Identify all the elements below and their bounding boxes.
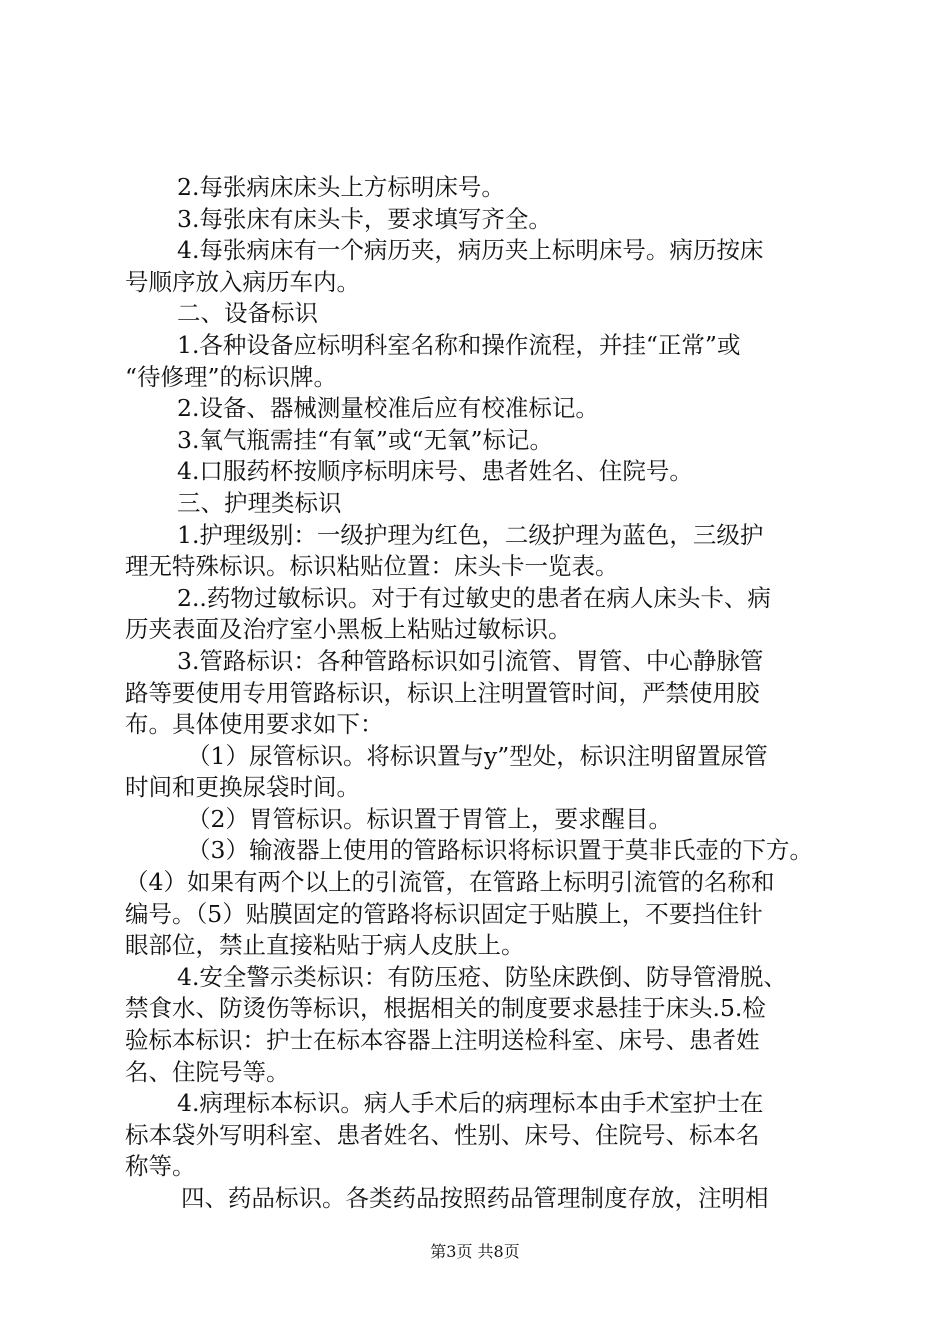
paragraph-line: 3.氧气瓶需挂“有氧”或“无氧”标记。 bbox=[177, 425, 553, 454]
paragraph-line: 禁食水、防烫伤等标识，根据相关的制度要求悬挂于床头.5.检 bbox=[125, 994, 766, 1023]
page-footer: 第3页 共8页 bbox=[430, 1242, 520, 1261]
paragraph-line: （1）尿管标识。将标识置与y”型处，标识注明留置尿管 bbox=[187, 741, 768, 770]
paragraph-line: 2..药物过敏标识。对于有过敏史的患者在病人床头卡、病 bbox=[177, 583, 771, 612]
paragraph-line: 理无特殊标识。标识粘贴位置：床头卡一览表。 bbox=[125, 552, 619, 581]
paragraph-line: 验标本标识：护士在标本容器上注明送检科室、床号、患者姓 bbox=[125, 1026, 760, 1055]
paragraph-line: 4.安全警示类标识：有防压疮、防坠床跌倒、防导管滑脱、 bbox=[177, 962, 787, 991]
paragraph-line: 3.管路标识：各种管路标识如引流管、胃管、中心静脉管 bbox=[177, 646, 764, 675]
paragraph-line: 路等要使用专用管路标识，标识上注明置管时间，严禁使用胶 bbox=[125, 678, 760, 707]
paragraph-line: 1.各种设备应标明科室名称和操作流程，并挂“正常”或 bbox=[177, 330, 741, 359]
paragraph-line: （2）胃管标识。标识置于胃管上，要求醒目。 bbox=[187, 804, 672, 833]
paragraph-line: 眼部位，禁止直接粘贴于病人皮肤上。 bbox=[125, 931, 525, 960]
paragraph-line: （3）输液器上使用的管路标识将标识置于莫非氏壶的下方。 bbox=[187, 836, 813, 865]
paragraph-line: 1.护理级别：一级护理为红色，二级护理为蓝色，三级护 bbox=[177, 520, 764, 549]
paragraph-line: 2.设备、器械测量校准后应有校准标记。 bbox=[177, 394, 599, 423]
paragraph-line: 布。具体使用要求如下： bbox=[125, 710, 384, 739]
section-heading: 三、护理类标识 bbox=[177, 488, 342, 517]
paragraph-line: 标本袋外写明科室、患者姓名、性别、床号、住院号、标本名 bbox=[125, 1120, 760, 1149]
paragraph-line: 称等。 bbox=[125, 1152, 196, 1181]
paragraph-line: 名、住院号等。 bbox=[125, 1057, 290, 1086]
section-heading: 二、设备标识 bbox=[177, 299, 318, 328]
paragraph-line: 4.口服药杯按顺序标明床号、患者姓名、住院号。 bbox=[177, 457, 693, 486]
paragraph-line: 时间和更换尿袋时间。 bbox=[125, 773, 360, 802]
paragraph-line: 3.每张床有床头卡，要求填写齐全。 bbox=[177, 204, 552, 233]
paragraph-line: “待修理”的标识牌。 bbox=[125, 362, 338, 391]
paragraph-line: 4.每张病床有一个病历夹，病历夹上标明床号。病历按床 bbox=[177, 236, 764, 265]
paragraph-line: 编号。（5）贴膜固定的管路将标识固定于贴膜上，不要挡住针 bbox=[125, 899, 763, 928]
paragraph-line: 号顺序放入病历车内。 bbox=[125, 267, 360, 296]
paragraph-line: 历夹表面及治疗室小黑板上粘贴过敏标识。 bbox=[125, 615, 572, 644]
document-body bbox=[125, 172, 831, 1215]
section-heading: 四、药品标识。各类药品按照药品管理制度存放，注明相 bbox=[181, 1184, 769, 1212]
paragraph-line: 4.病理标本标识。病人手术后的病理标本由手术室护士在 bbox=[177, 1089, 764, 1118]
paragraph-line: （4）如果有两个以上的引流管，在管路上标明引流管的名称和 bbox=[125, 868, 775, 897]
paragraph-line: 2.每张病床床头上方标明床号。 bbox=[177, 173, 505, 201]
